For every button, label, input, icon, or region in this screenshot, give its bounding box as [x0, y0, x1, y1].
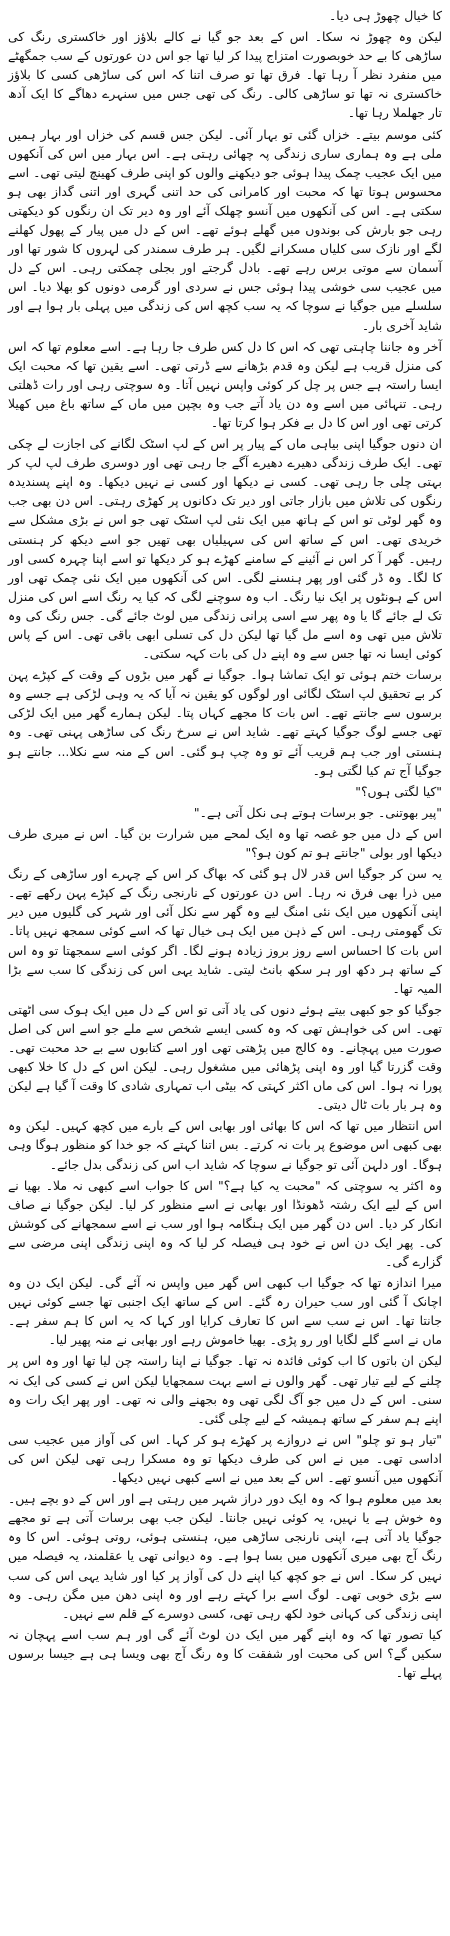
paragraph: لیکن وہ چھوڑ نہ سکا۔ اس کے بعد جو گیا نے کالے بلاؤز اور خاکستری رنگ کی ساڑھی کا بے حد خوبصورت امتزاج پیدا کر لیا تھا جو اس دن عورتوں کے سب جمگھٹے میں منفرد نظر آ رہا تھا۔ فرق تھا تو صرف اتنا کہ اس کی ساڑھی کسی کا بلاؤز خاکستری نہ تھا تو ساڑھی کالی۔ رنگ کی تھی جس میں سنہرے دھاگے کا ایک آدھ تار جھلملا رہا تھا۔ [8, 29, 442, 121]
paragraph: آخر وہ جاننا چاہتی تھی کہ اس کا دل کس طرف جا رہا ہے۔ اسے معلوم تھا کہ اس کی منزل قریب ہے لیکن وہ قدم بڑھانے سے ڈرتی تھی۔ اسے یقین تھا کہ محبت ایک ایسا راستہ ہے جس پر چل کر کوئی واپس نہیں آتا۔ وہ سوچتی رہی اور رات ڈھلتی رہی۔ تنہائی میں اسے وہ دن یاد آتے جب وہ بچپن میں ماں کے ساتھ باغ میں کھیلا کرتی تھی اور اس کا دل بے فکر ہوا کرتا تھا۔ [8, 338, 442, 430]
paragraph: وہ اکثر یہ سوچتی کہ "محبت یہ کیا ہے؟" اس کا جواب اسے کبھی نہ ملا۔ بھیا نے اس کے لیے ایک رشتہ ڈھونڈا اور بھابی نے اسے منظور کر لیا۔ لیکن جوگیا نے صاف انکار کر دیا۔ اس دن گھر میں ایک ہنگامہ ہوا اور سب نے اسے سمجھانے کی کوشش کی۔ پھر ایک دن اس نے خود ہی فیصلہ کر لیا کہ وہ اپنی زندگی اپنی مرضی سے گزارے گی۔ [8, 1177, 442, 1269]
paragraph: برسات ختم ہوئی تو ایک تماشا ہوا۔ جوگیا نے گھر میں بڑوں کے وقت کے کپڑے پہن کر بے تحقیق لپ اسٹک لگائی اور لوگوں کو یقین نہ آیا کہ یہ وہی لڑکی ہے جسے وہ برسوں سے جانتے تھے۔ اس بات کا مجھے کہاں پتا۔ لیکن ہمارے گھر میں ایک لڑکی تھی جسے لوگ جوگیا کہتے تھے۔ شاید اس نے سرخ رنگ کی ساڑھی پہنی تھی۔ وہ ہنستی اور جب ہم قریب آئے تو وہ چپ ہو گئی۔ اس کے منہ سے نکلا... جانتے ہو جوگیا آج تم کیا لگتی ہو۔ [8, 667, 442, 778]
paragraph: لیکن ان باتوں کا اب کوئی فائدہ نہ تھا۔ جوگیا نے اپنا راستہ چن لیا تھا اور وہ اس پر چلنے کے لیے تیار تھی۔ گھر والوں نے اسے بہت سمجھایا لیکن اس نے کسی کی ایک نہ سنی۔ اس کے دل میں جو آگ لگی تھی وہ بجھنے والی نہ تھی۔ اور پھر ایک رات وہ اپنے ہم سفر کے ساتھ ہمیشہ کے لیے چلی گئی۔ [8, 1353, 442, 1426]
dialogue-line: "پیر بھوتنی۔ جو برسات ہوتے ہی نکل آتی ہے۔" [193, 804, 442, 820]
paragraph: میرا اندازہ تھا کہ جوگیا اب کبھی اس گھر میں واپس نہ آئے گی۔ لیکن ایک دن وہ اچانک آ گئی اور سب حیران رہ گئے۔ اس کے ساتھ ایک اجنبی تھا جسے کوئی نہیں جانتا تھا۔ اس نے سب سے اس کا تعارف کرایا اور کہا کہ یہ اس کا ہم سفر ہے۔ ماں نے اسے گلے لگایا اور رو پڑی۔ بھیا خاموش رہے اور بھابی نے منہ پھیر لیا۔ [8, 1275, 442, 1348]
paragraph: اس کے دل میں جو غصہ تھا وہ ایک لمحے میں شرارت بن گیا۔ اس نے میری طرف دیکھا اور بولی "جانتے ہو تم کون ہو؟" [8, 825, 442, 861]
paragraph: جوگیا کو جو کبھی بیتے ہوئے دنوں کی یاد آتی تو اس کے دل میں ایک ہوک سی اٹھتی تھی۔ اس کی خواہش تھی کہ وہ کسی ایسے شخص سے ملے جو اسے اس کی اصل صورت میں پہچانے۔ وہ کالج میں پڑھتی تھی اور اسے کتابوں سے بے حد محبت تھی۔ وقت گزرتا گیا اور وہ اپنی پڑھائی میں مشغول رہی۔ لیکن اس کے دل کا خلا کبھی پورا نہ ہوا۔ اس کی ماں اکثر کہتی کہ بیٹی اب تمہاری شادی کا وقت آ گیا ہے لیکن وہ ہر بار بات ٹال دیتی۔ [8, 1001, 442, 1113]
paragraph: یہ سن کر جوگیا اس قدر لال ہو گئی کہ بھاگ کر اس کے چہرے اور ساڑھی کے رنگ میں ذرا بھی فرق نہ رہا۔ اس دن عورتوں کے نارنجی رنگ کے کپڑے پہن رکھے تھے۔ اپنی آنکھوں میں ایک نئی امنگ لیے وہ گھر سے نکل آئی اور شہر کی گلیوں میں دیر تک گھومتی رہی۔ اس کے ذہن میں ایک ہی خیال تھا کہ اسے کوئی سمجھ نہیں پاتا۔ اس بات کا احساس اسے روز بروز زیادہ ہونے لگا۔ اگر کوئی اسے سمجھتا تو وہ اس کے ساتھ ہر دکھ اور ہر سکھ بانٹ لیتی۔ شاید یہی اس کی زندگی کا سب سے بڑا المیہ تھا۔ [8, 866, 442, 996]
paragraph: ان دنوں جوگیا اپنی بیاہی ماں کے پیار پر اس کے لپ اسٹک لگانے کی اجازت لے چکی تھی۔ ایک طرف زندگی دھیرے دھیرے آگے جا رہی تھی اور دوسری طرف لپ لپ کر بہتی چلی جا رہی تھی۔ کسی نے دیکھا اور کسی نے نہیں دیکھا۔ وہ اپنے پسندیدہ رنگوں کی تلاش میں بازار جاتی اور دیر تک دکانوں پر کھڑی رہتی۔ اس دن بھی جب وہ گھر لوٹی تو اس کے ہاتھ میں ایک نئی لپ اسٹک تھی جو اس نے بڑی مشکل سے خریدی تھی۔ اس کے ساتھ اس کی سہیلیاں بھی تھیں جو اسے دیکھ کر ہنستی رہیں۔ گھر آ کر اس نے آئینے کے سامنے کھڑے ہو کر دیکھا تو اسے اپنا چہرہ کسی اور کا لگا۔ وہ ڈر گئی اور پھر ہنسنے لگی۔ اس کی آنکھوں میں ایک نئی چمک تھی اور اس کے ہونٹوں پر ایک نیا رنگ۔ اب وہ سوچنے لگی کہ کیا یہ رنگ اسے اس کی منزل تک لے جائے گا یا وہ پھر سے اسی پرانی زندگی میں لوٹ جائے گی۔ جس رنگ کی وہ تلاش میں تھی وہ اسے مل گیا تھا لیکن دل کی تسلی ابھی باقی تھی۔ اس کے پاس کوئی ایسا نہ تھا جس سے وہ اپنے دل کی بات کہہ سکتی۔ [8, 436, 442, 662]
paragraph: کا خیال چھوڑ ہی دیا۔ [329, 8, 442, 23]
paragraph: کئی موسم بیتے۔ خزاں گئی تو بہار آئی۔ لیکن جس قسم کی خزاں اور بہار ہمیں ملی ہے وہ ہماری ساری زندگی پہ چھائی رہتی ہے۔ اس بہار میں اس کی آنکھوں میں ایک عجیب چمک پیدا ہوئی جو دیکھنے والوں کو اپنی طرف کھینچ لیتی تھی۔ اسے محسوس ہوتا تھا کہ محبت اور کامرانی کی حد اتنی گہری اور اتنی گداز بھی ہو سکتی ہے۔ اس کی آنکھوں میں آنسو چھلک آئے اور وہ دیر تک ان رنگوں کو دیکھتی رہی جو بارش کی بوندوں میں گھلے ہوئے تھے۔ اس کے دل میں پیار کے پھول کھلنے لگے اور نازک سی کلیاں مسکرانے لگیں۔ ہر طرف سمندر کی لہروں کا شور تھا اور آسمان سے موتی برس رہے تھے۔ بادل گرجتے اور بجلی چمکتی رہی۔ اس کے دل میں عجیب سی خوشی پیدا ہوئی جس نے سردی اور گرمی دونوں کو بھلا دیا۔ اس سلسلے میں جوگیا نے سوچا کہ یہ سب کچھ اس کی زندگی میں پہلی بار ہوا ہے اور شاید آخری بار۔ [8, 126, 442, 333]
paragraph: "تیار ہو تو چلو" اس نے دروازے پر کھڑے ہو کر کہا۔ اس کی آواز میں عجیب سی اداسی تھی۔ میں نے اس کی طرف دیکھا تو وہ مسکرا رہی تھی لیکن اس کی آنکھوں میں آنسو تھے۔ اس کے بعد میں نے اسے کبھی نہیں دیکھا۔ [8, 1431, 442, 1486]
paragraph: کیا تصور تھا کہ وہ اپنے گھر میں ایک دن لوٹ آئے گی اور ہم سب اسے پہچان نہ سکیں گے؟ اس کی محبت اور شفقت کا وہ رنگ آج بھی ویسا ہی ہے جیسا برسوں پہلے تھا۔ [8, 1626, 442, 1680]
dialogue-line: "کیا لگتی ہوں؟" [355, 783, 442, 799]
paragraph: بعد میں معلوم ہوا کہ وہ ایک دور دراز شہر میں رہتی ہے اور اس کے دو بچے ہیں۔ وہ خوش ہے یا نہیں، یہ کوئی نہیں جانتا۔ لیکن جب بھی برسات آتی ہے تو مجھے جوگیا یاد آتی ہے، اپنی نارنجی ساڑھی میں، ہنستی ہوئی، روتی ہوئی۔ اس کا وہ رنگ آج بھی میری آنکھوں میں بسا ہوا ہے۔ وہ دیوانی تھی یا عقلمند، یہ فیصلہ میں نہیں کر سکا۔ اس نے جو کچھ کیا اپنے دل کی آواز پر کیا اور شاید یہی اس کی سب سے بڑی خوبی تھی۔ لوگ اسے برا کہتے رہے اور وہ اپنی دھن میں مگن رہی۔ وہ اپنی زندگی کی کہانی خود لکھ رہی تھی، کسی دوسرے کے قلم سے نہیں۔ [8, 1491, 442, 1621]
paragraph: اس انتظار میں تھا کہ اس کا بھائی اور بھابی اس کے بارے میں کچھ کہیں۔ لیکن وہ بھی کبھی اس موضوع پر بات نہ کرتے۔ بس اتنا کہتے کہ جو خدا کو منظور ہوگا وہی ہوگا۔ اور دلہن آئی تو جوگیا نے سوچا کہ شاید اب اس کی زندگی بدل جائے۔ [8, 1118, 442, 1172]
